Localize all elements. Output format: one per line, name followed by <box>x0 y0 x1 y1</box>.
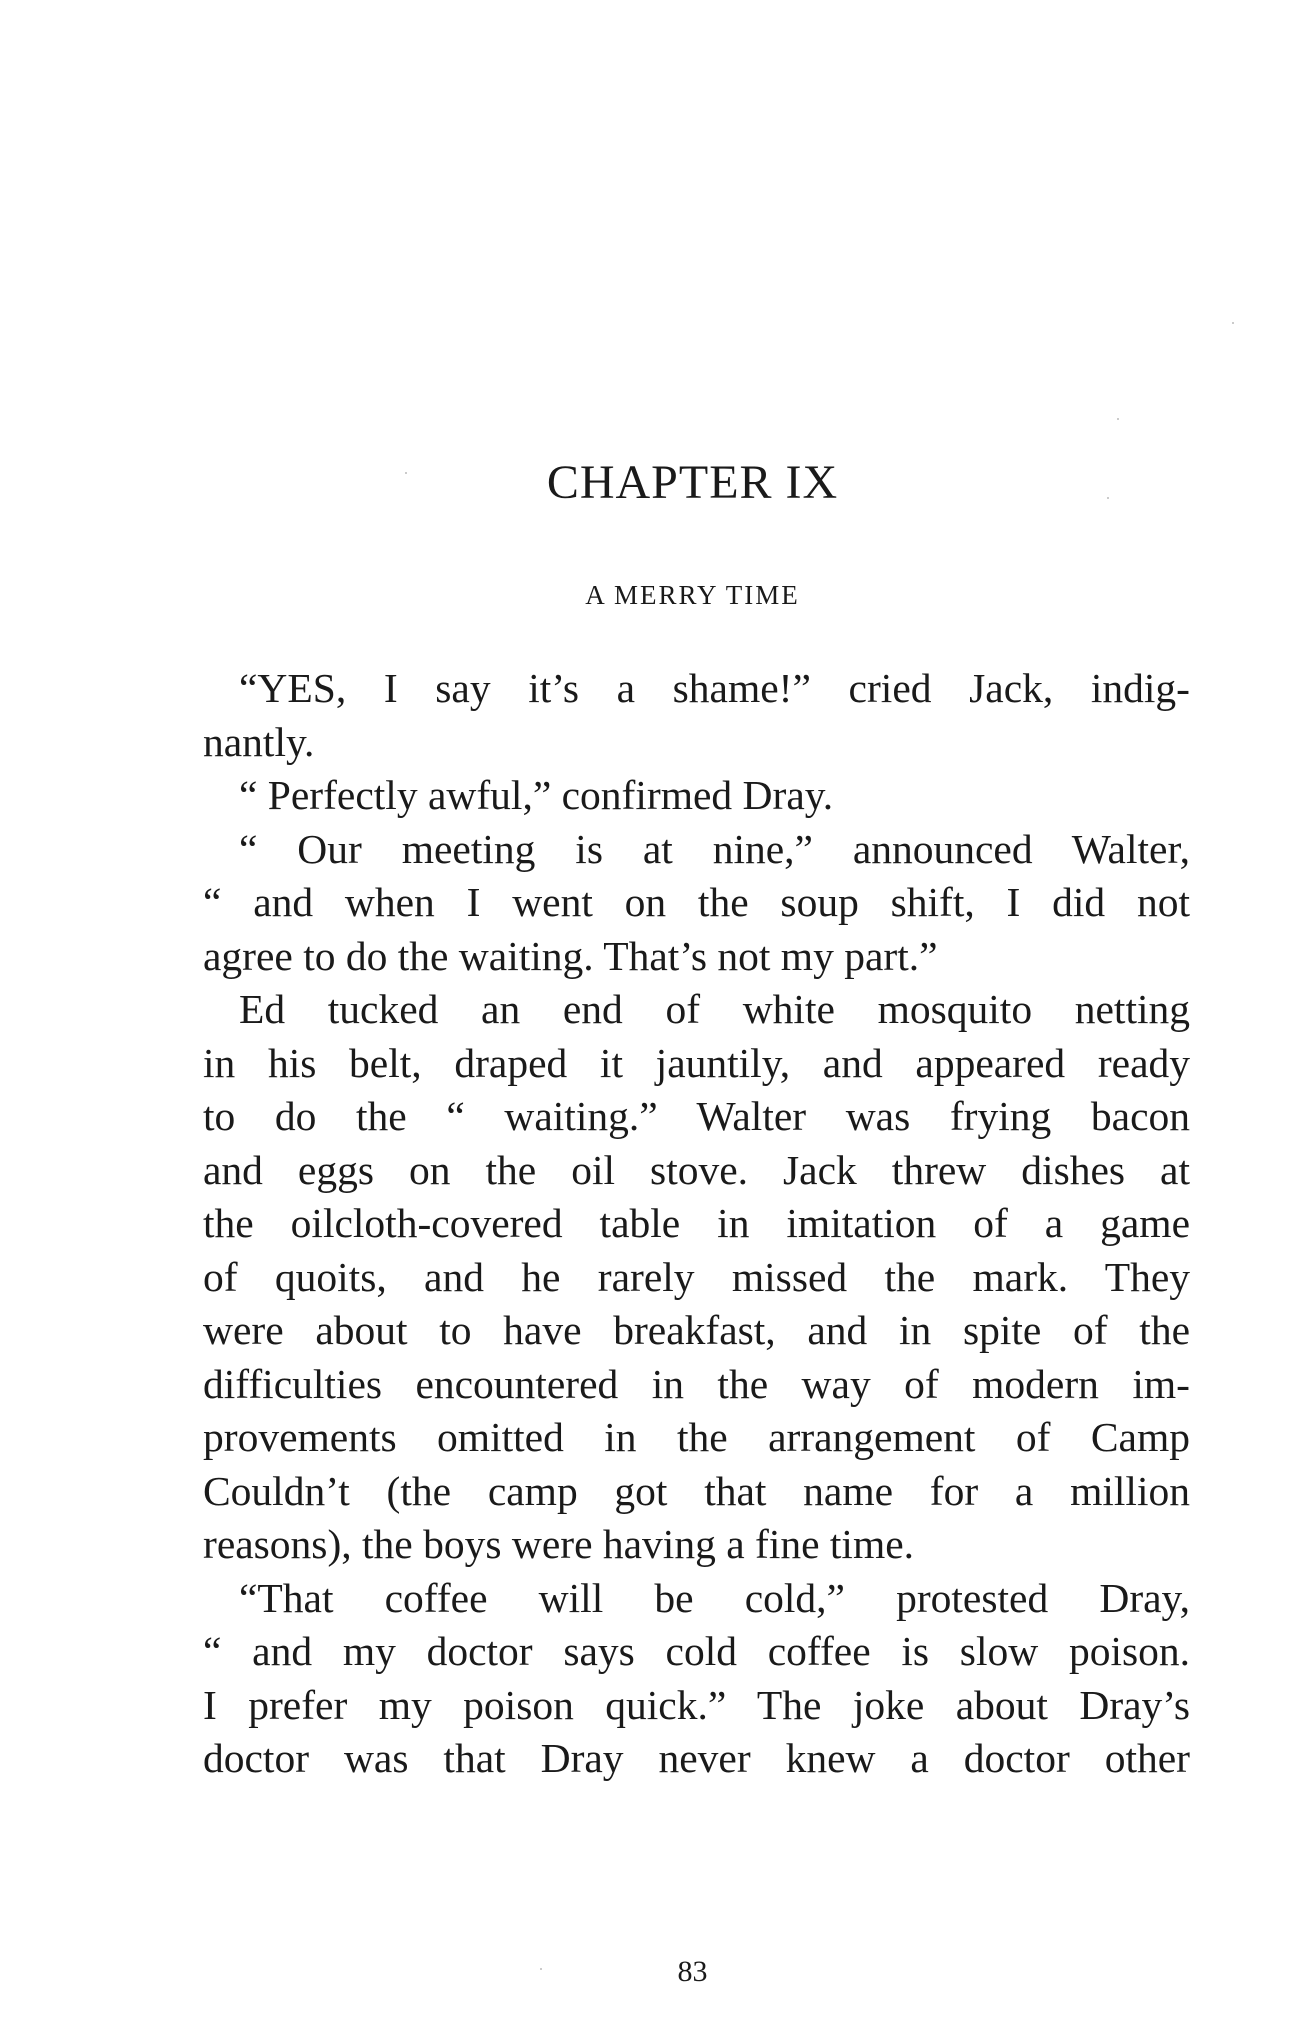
text-line: I prefer my poison quick.” The joke about Dray’s <box>203 1681 1190 1728</box>
text-line: Couldn’t (the camp got that name for a million <box>203 1467 1190 1514</box>
text-line: agree to do the waiting. That’s not my part.” <box>203 932 938 979</box>
text-line: “ and when I went on the soup shift, I did not <box>203 879 1190 925</box>
body-text <box>203 662 1190 1786</box>
text-line: “That coffee will be cold,” protested Dray, <box>239 1574 1190 1621</box>
text-line: the oilcloth-covered table in imitation of a game <box>203 1200 1190 1246</box>
text-line: in his belt, draped it jauntily, and appeared ready <box>203 1039 1190 1086</box>
page-number: 83 <box>677 1955 708 1988</box>
text-line: provements omitted in the arrangement of Camp <box>203 1414 1190 1460</box>
text-line: Ed tucked an end of white mosquito netting <box>239 986 1190 1032</box>
scan-speck <box>1117 418 1119 420</box>
scan-speck <box>540 1968 542 1970</box>
text-line: reasons), the boys were having a fine time. <box>203 1521 915 1567</box>
chapter-subtitle: A MERRY TIME <box>585 580 800 610</box>
scan-speck <box>405 472 407 474</box>
text-line: “ and my doctor says cold coffee is slow poison. <box>203 1628 1190 1674</box>
text-line: of quoits, and he rarely missed the mark. They <box>203 1253 1190 1300</box>
text-line: “ Our meeting is at nine,” announced Walter, <box>239 825 1190 872</box>
scan-speck <box>1107 497 1109 499</box>
text-line: and eggs on the oil stove. Jack threw dishes at <box>203 1146 1190 1193</box>
text-line: difficulties encountered in the way of modern im- <box>203 1360 1190 1407</box>
text-line: nantly. <box>203 718 315 765</box>
text-line: to do the “ waiting.” Walter was frying bacon <box>203 1093 1190 1139</box>
text-line: doctor was that Dray never knew a doctor other <box>203 1735 1190 1781</box>
text-line: were about to have breakfast, and in spite of the <box>203 1307 1190 1353</box>
chapter-heading: CHAPTER IX <box>546 456 839 509</box>
scan-speck <box>1232 322 1234 324</box>
text-line: “YES, I say it’s a shame!” cried Jack, indig- <box>239 665 1190 711</box>
text-line: “ Perfectly awful,” confirmed Dray. <box>239 772 834 818</box>
